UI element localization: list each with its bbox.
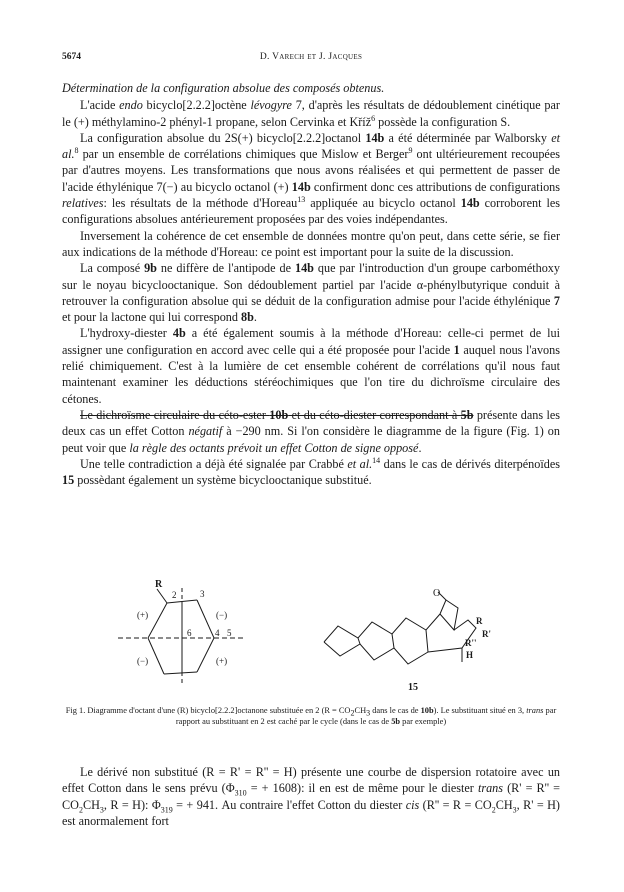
paragraph-3: Inversement la cohérence de cet ensemble de données montre qu'on peut, dans cette série, se fier aux indications de la méthode d'Horeau: ce point est important pour la suite de la discussion. bbox=[62, 228, 560, 259]
running-authors: D. Varech et J. Jacques bbox=[259, 52, 363, 62]
octant-r-label: R bbox=[155, 579, 163, 590]
quadrant-bottom-left: (−) bbox=[137, 656, 149, 666]
quadrant-bottom-right: (+) bbox=[216, 656, 228, 666]
compound-number-15: 15 bbox=[408, 682, 418, 693]
octant-pos-2: 2 bbox=[172, 590, 177, 600]
running-header bbox=[62, 52, 560, 66]
quadrant-top-left: (+) bbox=[137, 610, 149, 620]
paragraph-1: L'acide endo bicyclo[2.2.2]octène lévogyre 7, d'après les résultats de dédoublement cinétique par le (+) méthylamino-2 phényl-1 propane, selon Cervinka et Kříž$^6$ possède la configuration S. bbox=[62, 98, 560, 129]
paragraph-6: Le dichroïsme circulaire du céto-ester 10b et du céto-diester correspondant à 5b présente dans les deux cas un effet Cotton négatif à −290 nm. Si l'on considère le diagramme de la figure (Fig. 1) on peut voir que la règle des octants prévoit un effet Cotton de signe opposé. bbox=[62, 407, 560, 455]
quadrant-top-right: (−) bbox=[216, 610, 228, 620]
paragraph-7: Une telle contradiction a déjà été signalée par Crabbé et al.$^{14}$ dans le cas de dérivés diterpénoïdes 15 possèdant également un système bicyclooctanique substitué. bbox=[62, 455, 560, 488]
paragraph-4: La composé 9b ne diffère de l'antipode de 14b que par l'introduction d'un groupe carbométhoxy sur le noyau bicyclooctanique. Son dédoublement partiel par l'acide α-phénylbutyrique conduit à retrouver la configuration absolue qui se déduit de la configuration admise pour l'acide éthylénique 7 et pour la lactone qui lui correspond 8b. bbox=[62, 261, 560, 325]
octant-pos-3: 3 bbox=[200, 589, 205, 599]
octant-pos-5: 5 bbox=[227, 628, 232, 638]
page-number: 5674 bbox=[62, 52, 81, 62]
paragraph-8: Le dérivé non substitué (R = R' = R'' = H) présente une courbe de dispersion rotatoire avec un effet Cotton dans le sens prévu ($\Phi_{310}$ = + 1608): il en est de même pour le diester trans ($R' = R'' = CO_2CH_3$, R = H): $\Phi_{319}$ = + 941. Au contraire l'effet Cotton du diester cis ($R'' = R = CO_2CH_3$, R' = H) est anormalement fort bbox=[62, 765, 561, 828]
octant-pos-6: 6 bbox=[187, 628, 192, 638]
diterpene-oxygen: O bbox=[433, 588, 441, 599]
octant-pos-4: 4 bbox=[215, 628, 220, 638]
diterpene-structure bbox=[324, 588, 491, 693]
paragraph-5: L'hydroxy-diester 4b a été également soumis à la méthode d'Horeau: celle-ci permet de lui assigner une configuration en accord avec celle qui a été proposée pour l'acide 1 auquel nous l'avons relié chimiquement. C'est à la lumière de cet ensemble cohérent de corrélations qu'il nous faut maintenant examiner les déductions stéréochimiques que l'on tire du dichroïsme circulaire des cétones. bbox=[62, 326, 560, 406]
octant-diagram bbox=[118, 579, 245, 686]
figure-1 bbox=[62, 578, 560, 696]
section-title: Détermination de la configuration absolue des composés obtenus. bbox=[62, 81, 385, 95]
paragraph-2: La configuration absolue du 2S(+) bicyclo[2.2.2]octanol 14b a été déterminée par Walborsky et al.$^8$ par un ensemble de corrélations chimiques que Mislow et Berger$^9$ ont ultérieurement recoupées par d'autres moyens. Les transformations que nous avons réalisées et qui permettent de passer de l'acide éthylénique 7(−) au bicyclo octanol (+) 14b confirment donc ces attributions de configurations relatives: les résultats de la méthode d'Horeau$^{13}$ appliquée au bicyclo octanol 14b corroborent les configurations absolues antérieurement proposées par des voies indépendantes. bbox=[62, 130, 561, 227]
body-text-bottom bbox=[62, 764, 560, 829]
body-text-top bbox=[62, 80, 560, 488]
diterpene-r-double-prime: R'' bbox=[465, 638, 477, 648]
diterpene-h: H bbox=[466, 650, 474, 660]
diterpene-r: R bbox=[476, 616, 483, 626]
diterpene-r-prime: R' bbox=[482, 629, 491, 639]
figure-drawings bbox=[62, 578, 560, 696]
figure-caption: Fig 1. Diagramme d'octant d'une (R) bicyclo[2.2.2]octanone substituée en 2 ($R = CO_2CH_3$ dans le cas de 10b). Le substituant situé en 3, trans par rapport au substituant en 2 est caché par le cycle (dans le cas de 5b par exemple) bbox=[65, 706, 557, 726]
